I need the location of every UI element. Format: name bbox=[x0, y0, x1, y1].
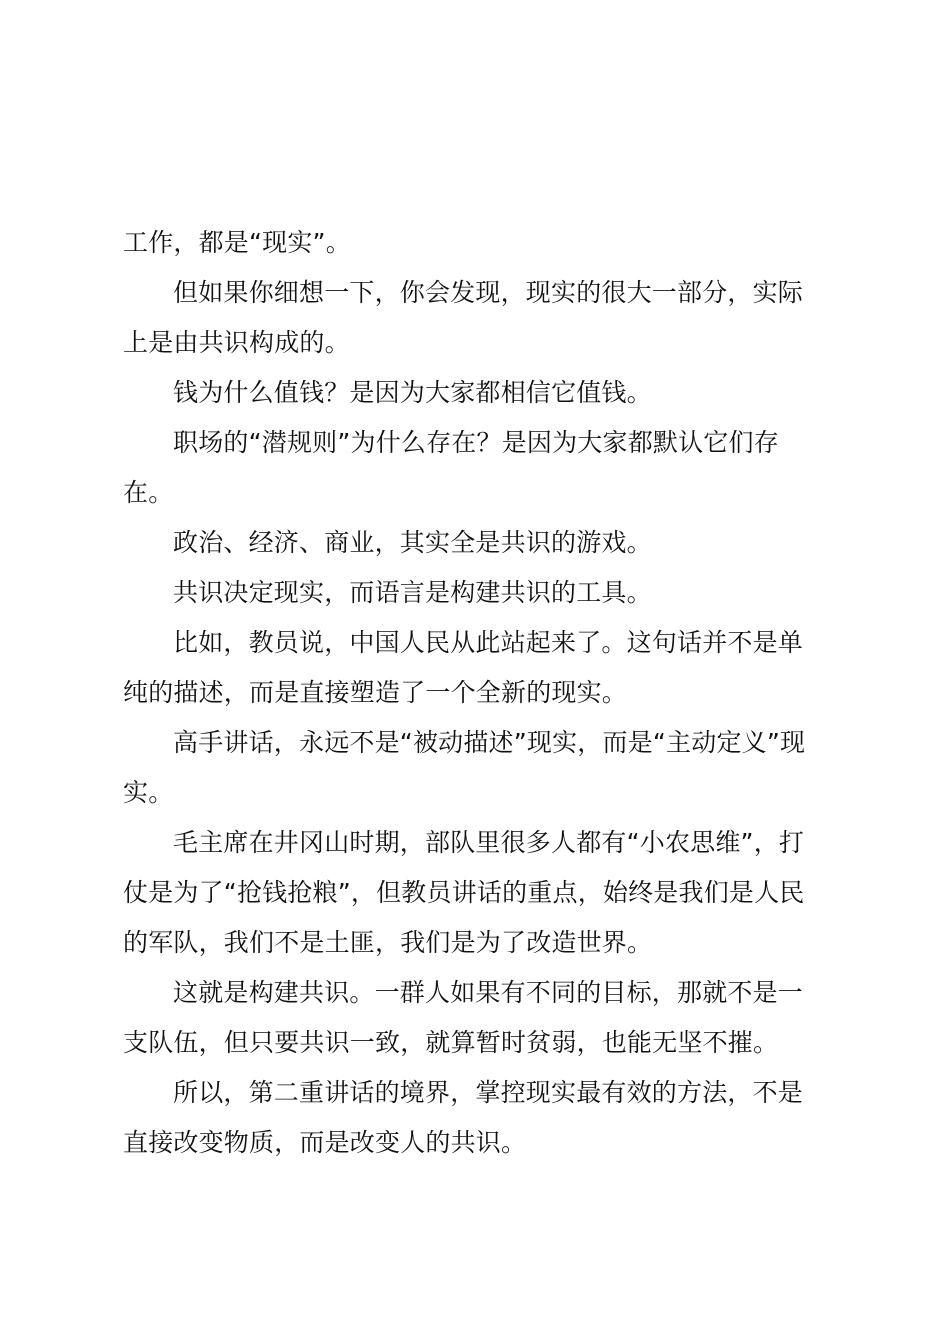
paragraph: 职场的“潜规则”为什么存在？是因为大家都默认它们存在。 bbox=[123, 428, 779, 507]
paragraph: 但如果你细想一下，你会发现，现实的很大一部分，实际上是由共识构成的。 bbox=[123, 278, 804, 357]
paragraph: 工作，都是“现实”。 bbox=[123, 228, 351, 257]
paragraph: 毛主席在井冈山时期，部队里很多人都有“小农思维”，打仗是为了“抢钱抢粮”，但教员讲话的重点，始终是我们是人民的军队，我们不是土匪，我们是为了改造世界。 bbox=[123, 828, 805, 957]
paragraph: 共识决定现实，而语言是构建共识的工具。 bbox=[173, 578, 652, 607]
document-body bbox=[123, 218, 823, 1168]
paragraph: 比如，教员说，中国人民从此站起来了。这句话并不是单纯的描述，而是直接塑造了一个全新的现实。 bbox=[123, 628, 804, 707]
paragraph: 所以，第二重讲话的境界，掌控现实最有效的方法，不是直接改变物质，而是改变人的共识。 bbox=[123, 1078, 804, 1157]
paragraph: 高手讲话，永远不是“被动描述”现实，而是“主动定义”现实。 bbox=[123, 728, 806, 807]
paragraph: 政治、经济、商业，其实全是共识的游戏。 bbox=[173, 528, 652, 557]
paragraph: 这就是构建共识。一群人如果有不同的目标，那就不是一支队伍，但只要共识一致，就算暂时贫弱，也能无坚不摧。 bbox=[123, 978, 804, 1057]
paragraph: 钱为什么值钱？是因为大家都相信它值钱。 bbox=[173, 378, 652, 407]
